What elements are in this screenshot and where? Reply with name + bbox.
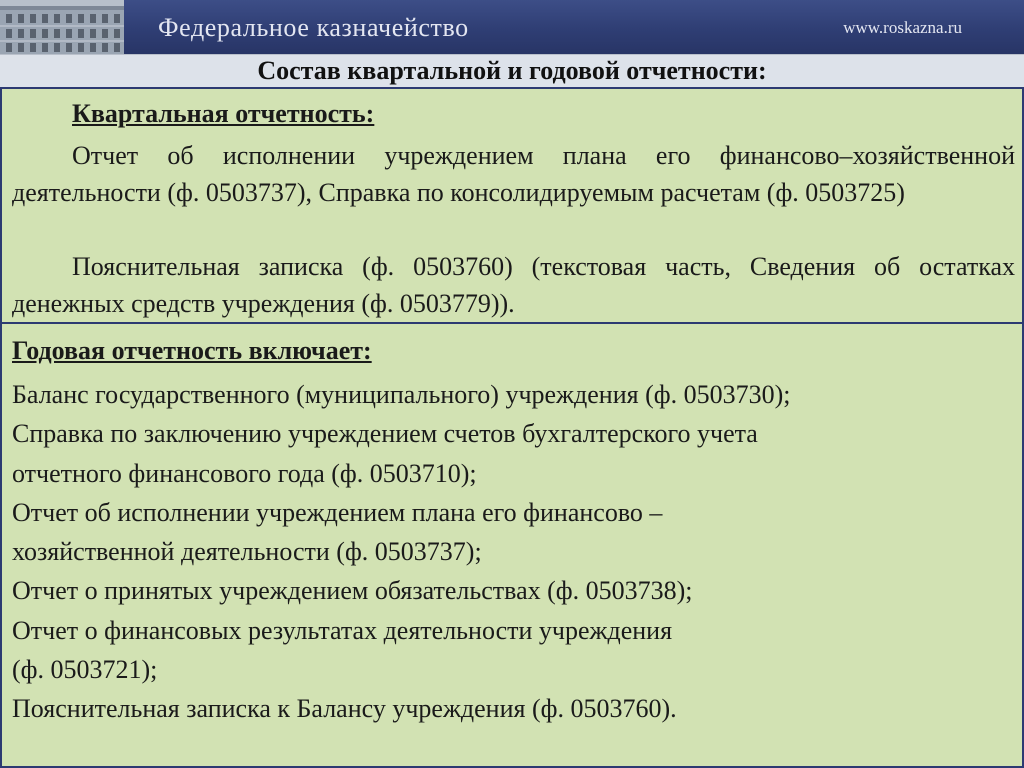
annual-line: Пояснительная записка к Балансу учреждения (ф. 0503760). — [12, 694, 677, 724]
annual-line: Справка по заключению учреждением счетов бухгалтерского учета — [12, 419, 758, 449]
header-url: www.roskazna.ru — [843, 18, 962, 37]
header-title: Федеральное казначейство — [158, 13, 469, 42]
annual-heading: Годовая отчетность включает: — [12, 336, 372, 365]
quarterly-paragraph: Отчет об исполнении учреждением плана его финансово–хозяйственной деятельности (ф. 0503737), Справка по консолидируемым расчетам (ф. 0503725) — [12, 141, 1015, 207]
header-bar — [0, 0, 1024, 54]
annual-line: Отчет о финансовых результатах деятельности учреждения — [12, 615, 673, 645]
annual-line: отчетного финансового года (ф. 0503710); — [12, 458, 477, 488]
annual-line: Отчет об исполнении учреждением плана его финансово – — [12, 497, 663, 527]
quarterly-section — [0, 87, 1024, 324]
quarterly-heading: Квартальная отчетность: — [72, 99, 375, 128]
annual-line: (ф. 0503721); — [12, 655, 158, 685]
quarterly-paragraph: Пояснительная записка (ф. 0503760) (текстовая часть, Сведения об остатках денежных средств учреждения (ф. 0503779)). — [12, 252, 1015, 318]
annual-line: Баланс государственного (муниципального) учреждения (ф. 0503730); — [12, 380, 791, 409]
title-bar — [0, 54, 1024, 87]
annual-section — [0, 322, 1024, 768]
annual-line: Отчет о принятых учреждением обязательствах (ф. 0503738); — [12, 576, 693, 606]
building-photo-icon — [0, 0, 124, 54]
slide-title: Состав квартальной и годовой отчетности: — [257, 56, 767, 85]
annual-line: хозяйственной деятельности (ф. 0503737); — [12, 537, 482, 567]
annual-list — [12, 375, 1012, 729]
